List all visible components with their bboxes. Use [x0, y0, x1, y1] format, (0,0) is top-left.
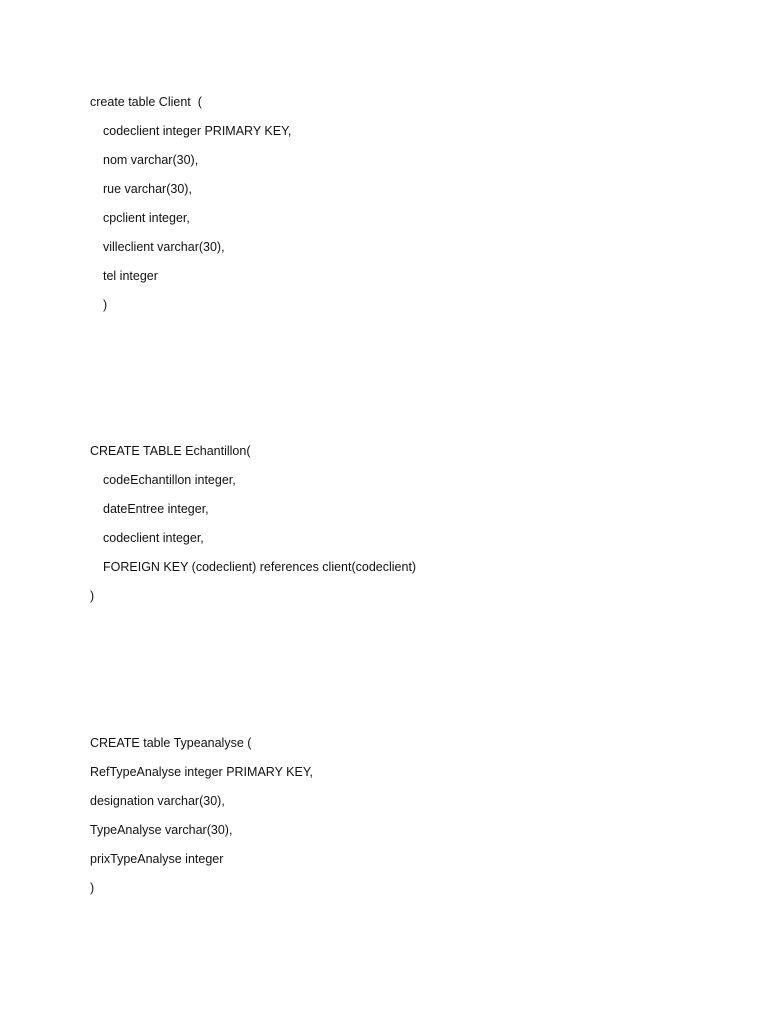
typeanalyse-column-line: TypeAnalyse varchar(30), [90, 823, 233, 837]
typeanalyse-table-header: CREATE table Typeanalyse ( [90, 736, 252, 750]
typeanalyse-table-close: ) [90, 881, 95, 895]
echantillon-foreign-key-line: FOREIGN KEY (codeclient) references client(codeclient) [103, 560, 417, 574]
client-column-line: villeclient varchar(30), [103, 240, 225, 254]
echantillon-column-line: dateEntree integer, [103, 502, 209, 516]
client-column-line: tel integer [103, 269, 158, 283]
client-table-close: ) [103, 298, 108, 312]
echantillon-table-close: ) [90, 589, 95, 603]
typeanalyse-column-line: RefTypeAnalyse integer PRIMARY KEY, [90, 765, 314, 779]
echantillon-column-line: codeclient integer, [103, 531, 204, 545]
typeanalyse-column-line: designation varchar(30), [90, 794, 225, 808]
client-column-line: cpclient integer, [103, 211, 190, 225]
client-column-line: nom varchar(30), [103, 153, 199, 167]
echantillon-table-definition [90, 443, 416, 617]
client-column-line: codeclient integer PRIMARY KEY, [103, 124, 292, 138]
client-table-header: create table Client ( [90, 95, 202, 109]
client-column-line: rue varchar(30), [103, 182, 192, 196]
echantillon-table-header: CREATE TABLE Echantillon( [90, 444, 251, 458]
typeanalyse-column-line: prixTypeAnalyse integer [90, 852, 224, 866]
typeanalyse-table-definition [90, 735, 313, 909]
echantillon-column-line: codeEchantillon integer, [103, 473, 236, 487]
client-table-definition [90, 94, 291, 326]
